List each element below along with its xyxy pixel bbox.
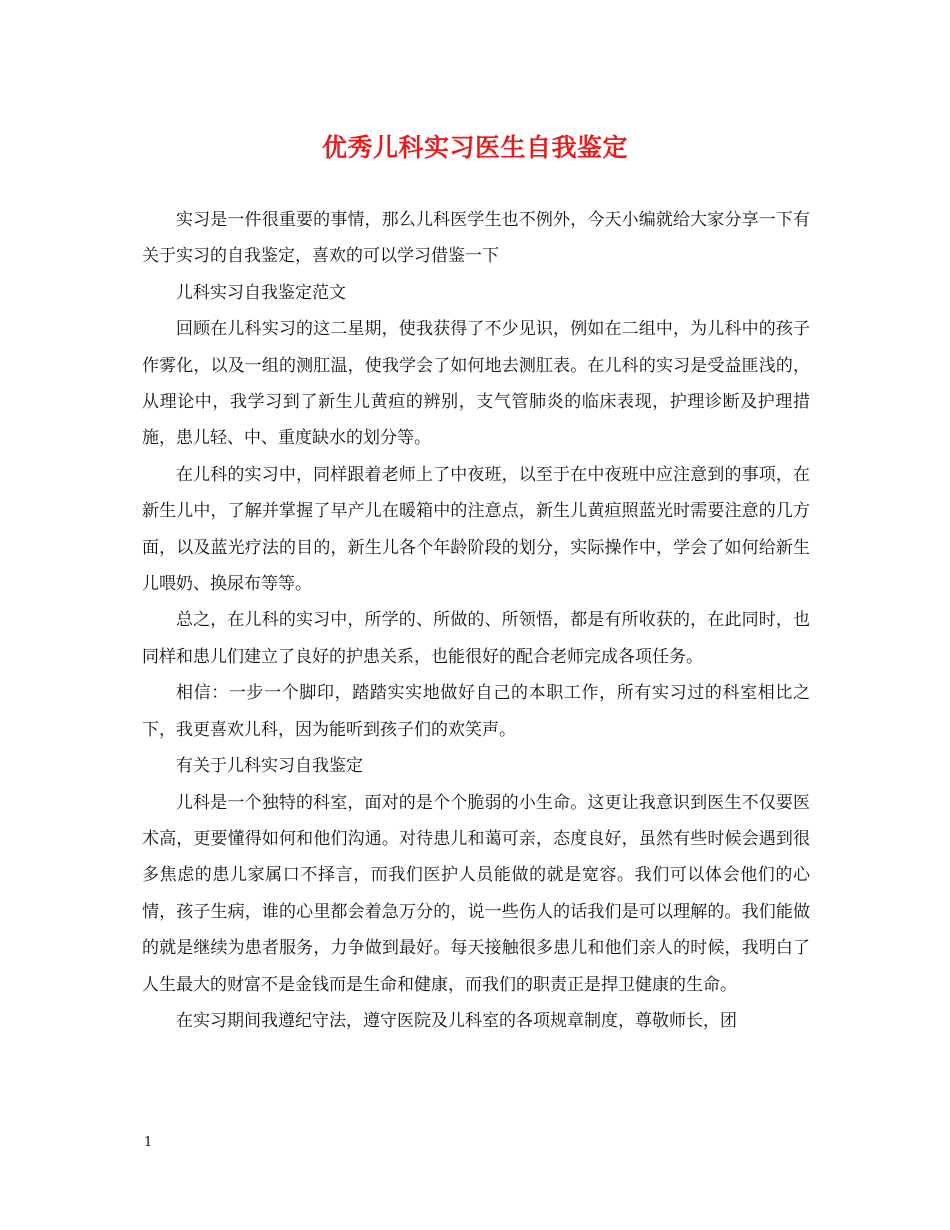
paragraph-review: 回顾在儿科实习的这二星期，使我获得了不少见识，例如在二组中，为儿科中的孩子作雾化，以及一组的测肛温，使我学会了如何地去测肛表。在儿科的实习是受益匪浅的，从理论中，我学习到了新生儿黄疸的辨别，支气管肺炎的临床表现，护理诊断及护理措施，患儿轻、中、重度缺水的划分等。 <box>142 319 810 449</box>
document-title: 优秀儿科实习医生自我鉴定 <box>321 133 628 162</box>
paragraph-intro: 实习是一件很重要的事情，那么儿科医学生也不例外，今天小编就给大家分享一下有关于实习的自我鉴定，喜欢的可以学习借鉴一下 <box>142 210 810 267</box>
section-heading-related: 有关于儿科实习自我鉴定 <box>176 756 363 777</box>
page-number: 1 <box>144 1135 153 1150</box>
section-heading-sample: 儿科实习自我鉴定范文 <box>176 282 346 303</box>
paragraph-pediatrics: 儿科是一个独特的科室，面对的是个个脆弱的小生命。这更让我意识到医生不仅要医术高，更要懂得如何和他们沟通。对待患儿和蔼可亲，态度良好，虽然有些时候会遇到很多焦虑的患儿家属口不择言，而我们医护人员能做的就是宽容。我们可以体会他们的心情，孩子生病，谁的心里都会着急万分的，说一些伤人的话我们是可以理解的。我们能做的就是继续为患者服务，力争做到最好。每天接触很多患儿和他们亲人的时候，我明白了人生最大的财富不是金钱而是生命和健康，而我们的职责正是捍卫健康的生命。 <box>142 792 810 995</box>
paragraph-night-shift: 在儿科的实习中，同样跟着老师上了中夜班，以至于在中夜班中应注意到的事项，在新生儿中，了解并掌握了早产儿在暖箱中的注意点，新生儿黄疸照蓝光时需要注意的几方面，以及蓝光疗法的目的，新生儿各个年龄阶段的划分，实际操作中，学会了如何给新生儿喂奶、换尿布等等。 <box>142 464 810 595</box>
document-body <box>142 202 810 1039</box>
paragraph-discipline: 在实习期间我遵纪守法，遵守医院及儿科室的各项规章制度，尊敬师长，团 <box>176 1010 737 1031</box>
paragraph-summary: 总之，在儿科的实习中，所学的、所做的、所领悟，都是有所收获的，在此同时，也同样和患儿们建立了良好的护患关系，也能很好的配合老师完成各项任务。 <box>142 610 810 667</box>
paragraph-belief: 相信：一步一个脚印，踏踏实实地做好自己的本职工作，所有实习过的科室相比之下，我更喜欢儿科，因为能听到孩子们的欢笑声。 <box>142 683 810 740</box>
